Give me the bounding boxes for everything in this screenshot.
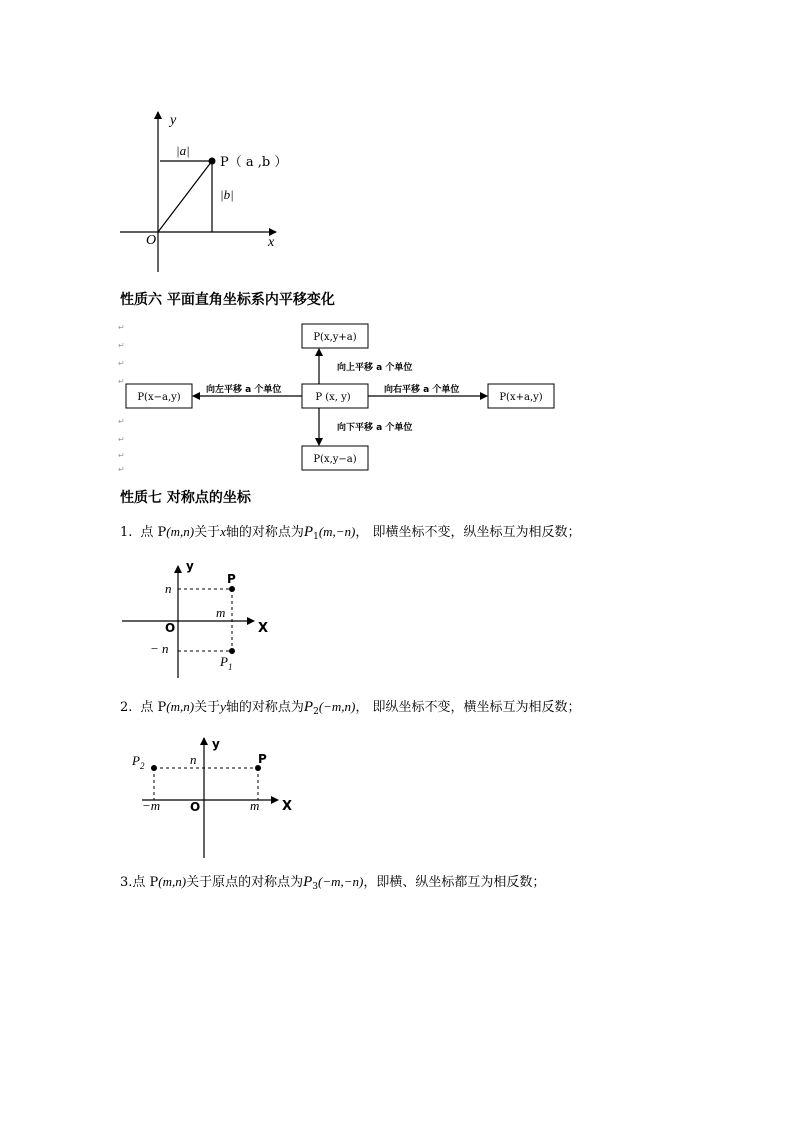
op-segment <box>158 161 212 232</box>
p1-label: $P_1$ <box>220 654 233 672</box>
a-abs-label: |a| <box>176 143 190 158</box>
item-1-line: 1. 点 P(m,n)关于x轴的对称点为$P_1(m,-n)$， 即横坐标不变，纵坐标互为相反数； <box>120 524 581 542</box>
paragraph-marks <box>118 323 125 474</box>
p-label: P <box>258 752 267 766</box>
label-up: 向上平移 a 个单位 <box>337 363 413 373</box>
box-right-text: P(x+a,y) <box>499 392 543 403</box>
label-down: 向下平移 a 个单位 <box>337 423 413 433</box>
label-right: 向右平移 a 个单位 <box>384 385 460 395</box>
neg-m-label: −m <box>142 798 161 813</box>
y-axis-label: y <box>186 559 194 573</box>
x-axis-label: X <box>282 799 293 814</box>
y-axis-label: y <box>212 737 220 751</box>
x-axis-label: x <box>268 235 275 250</box>
coordinate-figure-1 <box>120 112 287 272</box>
point-p1-dot <box>229 648 235 654</box>
x-axis-label: X <box>258 621 269 636</box>
point-p-dot <box>229 586 235 592</box>
item-2-line: 2. 点 P(m,n)关于y轴的对称点为$P_2(-m,n)$， 即纵坐标不变，横坐标互为相反数； <box>120 699 581 717</box>
svg-text:↵: ↵ <box>118 435 125 444</box>
translation-diagram <box>118 323 554 474</box>
coordinate-figure-3 <box>131 737 292 858</box>
origin-label: O <box>146 233 157 248</box>
heading-property-6: 性质六 平面直角坐标系内平移变化 <box>120 292 335 308</box>
box-up-text: P(x,y+a) <box>313 332 357 343</box>
box-down-text: P(x,y−a) <box>313 454 357 465</box>
m-label: m <box>250 798 260 813</box>
point-p2-dot <box>151 765 157 771</box>
neg-n-label: − n <box>150 641 169 656</box>
box-left-text: P(x−a,y) <box>137 392 181 403</box>
label-left: 向左平移 a 个单位 <box>206 385 282 395</box>
svg-text:↵: ↵ <box>118 323 125 332</box>
svg-text:↵: ↵ <box>118 451 125 460</box>
p2-label: $P_2$ <box>132 753 145 771</box>
b-abs-label: |b| <box>220 187 234 202</box>
m-label: m <box>216 605 226 620</box>
point-p-dot <box>209 158 216 165</box>
origin-label: O <box>190 800 201 814</box>
coordinate-figure-2 <box>122 559 268 678</box>
svg-text:↵: ↵ <box>118 359 125 368</box>
point-p-label: P（ a ,b ） <box>220 155 288 170</box>
n-label: n <box>190 752 197 767</box>
svg-text:↵: ↵ <box>118 417 125 426</box>
origin-label: O <box>165 621 176 635</box>
p-label: P <box>227 572 236 586</box>
n-label: n <box>165 581 172 596</box>
y-axis-label: y <box>170 113 177 128</box>
svg-text:↵: ↵ <box>118 377 125 386</box>
svg-text:↵: ↵ <box>118 465 125 474</box>
svg-text:↵: ↵ <box>118 341 125 350</box>
box-center-text: P (x, y) <box>315 392 351 403</box>
heading-property-7: 性质七 对称点的坐标 <box>120 490 251 506</box>
item-3-line: 3.点 P(m,n)关于原点的对称点为$P_3(-m,-n)$，即横、纵坐标都互为相反数； <box>120 874 546 892</box>
